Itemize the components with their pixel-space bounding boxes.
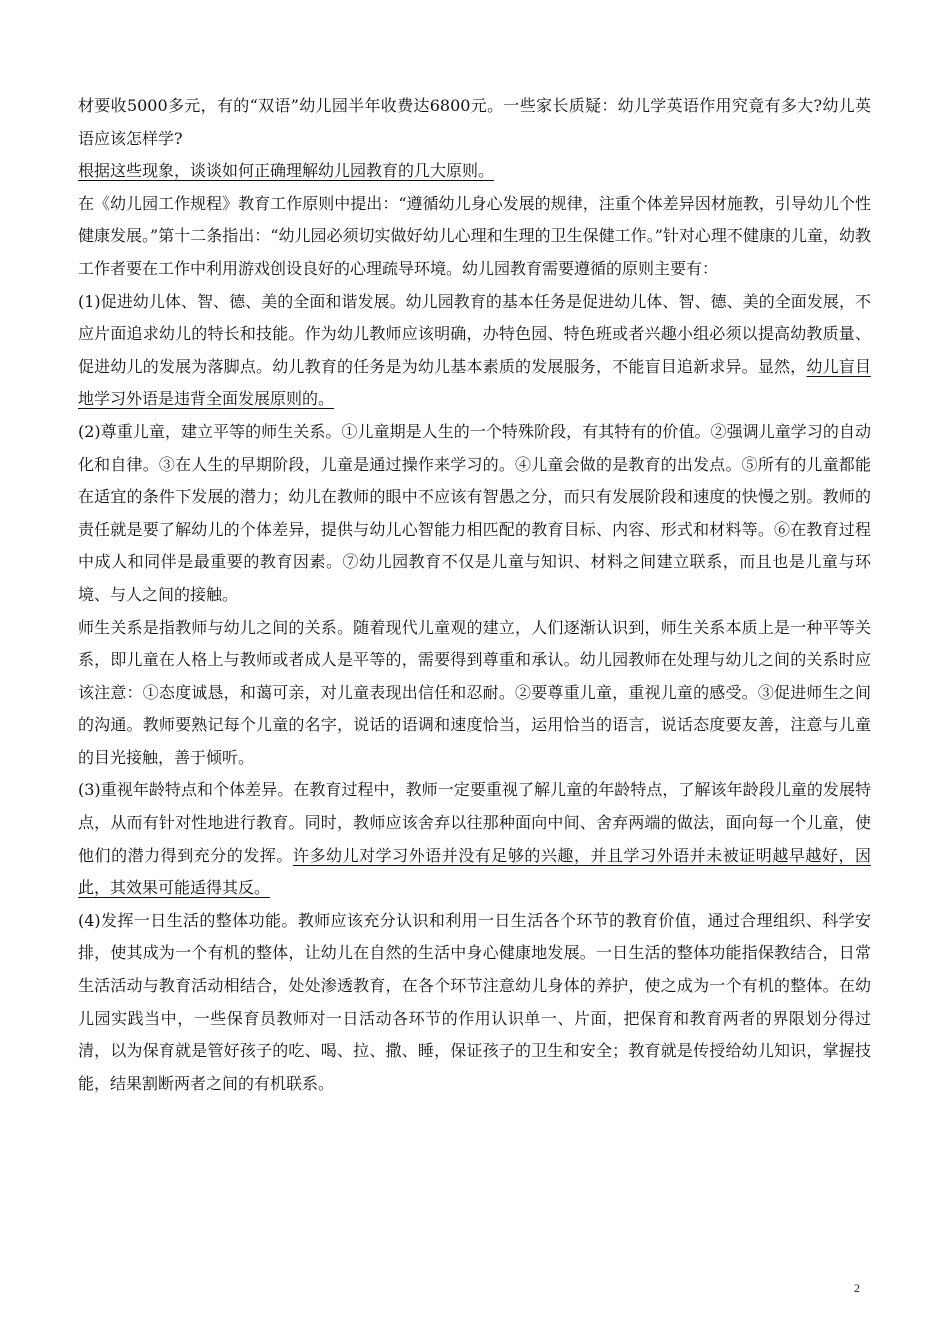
page-number: 2 [854, 1281, 860, 1295]
paragraph-text: (1)促进幼儿体、智、德、美的全面和谐发展。幼儿园教育的基本任务是促进幼儿体、智、德、美的全面发展，不应片面追求幼儿的特长和技能。作为幼儿教师应该明确，办特色园、特色班或者兴趣小组必须以提高幼教质量、促进幼儿的发展为落脚点。幼儿教育的任务是为幼儿基本素质的发展服务，不能盲目追新求异。显然， [78, 291, 871, 376]
paragraph-regulations [78, 188, 871, 286]
paragraph-text: 师生关系是指教师与幼儿之间的关系。随着现代儿童观的建立，人们逐渐认识到，师生关系本质上是一种平等关系，即儿童在人格上与教师或者成人是平等的，需要得到尊重和承认。幼儿园教师在处理与幼儿之间的关系时应该注意：①态度诚恳，和蔼可亲，对儿童表现出信任和忍耐。②要尊重儿童，重视儿童的感受。③促进师生之间的沟通。教师要熟记每个儿童的名字，说话的语调和速度恰当，运用恰当的语言，说话态度要友善，注意与儿童的目光接触，善于倾听。 [78, 617, 871, 767]
document-body [78, 90, 871, 1100]
underlined-question: 根据这些现象，谈谈如何正确理解幼儿园教育的几大原则。 [78, 161, 495, 181]
paragraph-text: (4)发挥一日生活的整体功能。教师应该充分认识和利用一日生活各个环节的教育价值，通过合理组织、科学安排，使其成为一个有机的整体，让幼儿在自然的生活中身心健康地发展。一日生活的整体功能指保教结合，日常生活活动与教育活动相结合，处处渗透教育，在各个环节注意幼儿身体的养护，使之成为一个有机的整体。在幼儿园实践当中，一些保育员教师对一日活动各环节的作用认识单一、片面，把保育和教育两者的界限划分得过清，以为保育就是管好孩子的吃、喝、拉、撒、睡，保证孩子的卫生和安全；教育就是传授给幼儿知识，掌握技能，结果割断两者之间的有机联系。 [78, 910, 871, 1093]
paragraph-principle-3 [78, 774, 871, 904]
paragraph-principle-2 [78, 416, 871, 612]
paragraph-principle-1 [78, 286, 871, 416]
paragraph-question [78, 155, 871, 188]
paragraph-principle-4 [78, 905, 871, 1101]
paragraph-text: 在《幼儿园工作规程》教育工作原则中提出：“遵循幼儿身心发展的规律，注重个体差异因材施教，引导幼儿个性健康发展。”第十二条指出：“幼儿园必须切实做好幼儿心理和生理的卫生保健工作。”针对心理不健康的儿童，幼教工作者要在工作中利用游戏创设良好的心理疏导环境。幼儿园教育需要遵循的原则主要有： [78, 193, 871, 278]
underlined-conclusion: 许多幼儿对学习外语并没有足够的兴趣，并且学习外语并未被证明越早越好，因此，其效果可能适得其反。 [78, 845, 871, 898]
underlined-conclusion: 幼儿盲目地学习外语是违背全面发展原则的。 [78, 356, 871, 409]
paragraph-teacher-student-relation [78, 612, 871, 775]
paragraph-text: 材要收5000多元，有的“双语”幼儿园半年收费达6800元。一些家长质疑：幼儿学英语作用究竟有多大?幼儿英语应该怎样学? [78, 96, 871, 148]
paragraph-intro-continuation [78, 90, 871, 155]
paragraph-text: (3)重视年龄特点和个体差异。在教育过程中，教师一定要重视了解儿童的年龄特点，了解该年龄段儿童的发展特点，从而有针对性地进行教育。同时，教师应该舍弃以往那种面向中间、舍弃两端的做法，面向每一个儿童，使他们的潜力得到充分的发挥。 [78, 780, 871, 865]
paragraph-text: (2)尊重儿童，建立平等的师生关系。①儿童期是人生的一个特殊阶段，有其特有的价值。②强调儿童学习的自动化和自律。③在人生的早期阶段，儿童是通过操作来学习的。④儿童会做的是教育的出发点。⑤所有的儿童都能在适宜的条件下发展的潜力；幼儿在教师的眼中不应该有智愚之分，而只有发展阶段和速度的快慢之别。教师的责任就是要了解幼儿的个体差异，提供与幼儿心智能力相匹配的教育目标、内容、形式和材料等。⑥在教育过程中成人和同伴是最重要的教育因素。⑦幼儿园教育不仅是儿童与知识、材料之间建立联系，而且也是儿童与环境、与人之间的接触。 [78, 421, 871, 604]
